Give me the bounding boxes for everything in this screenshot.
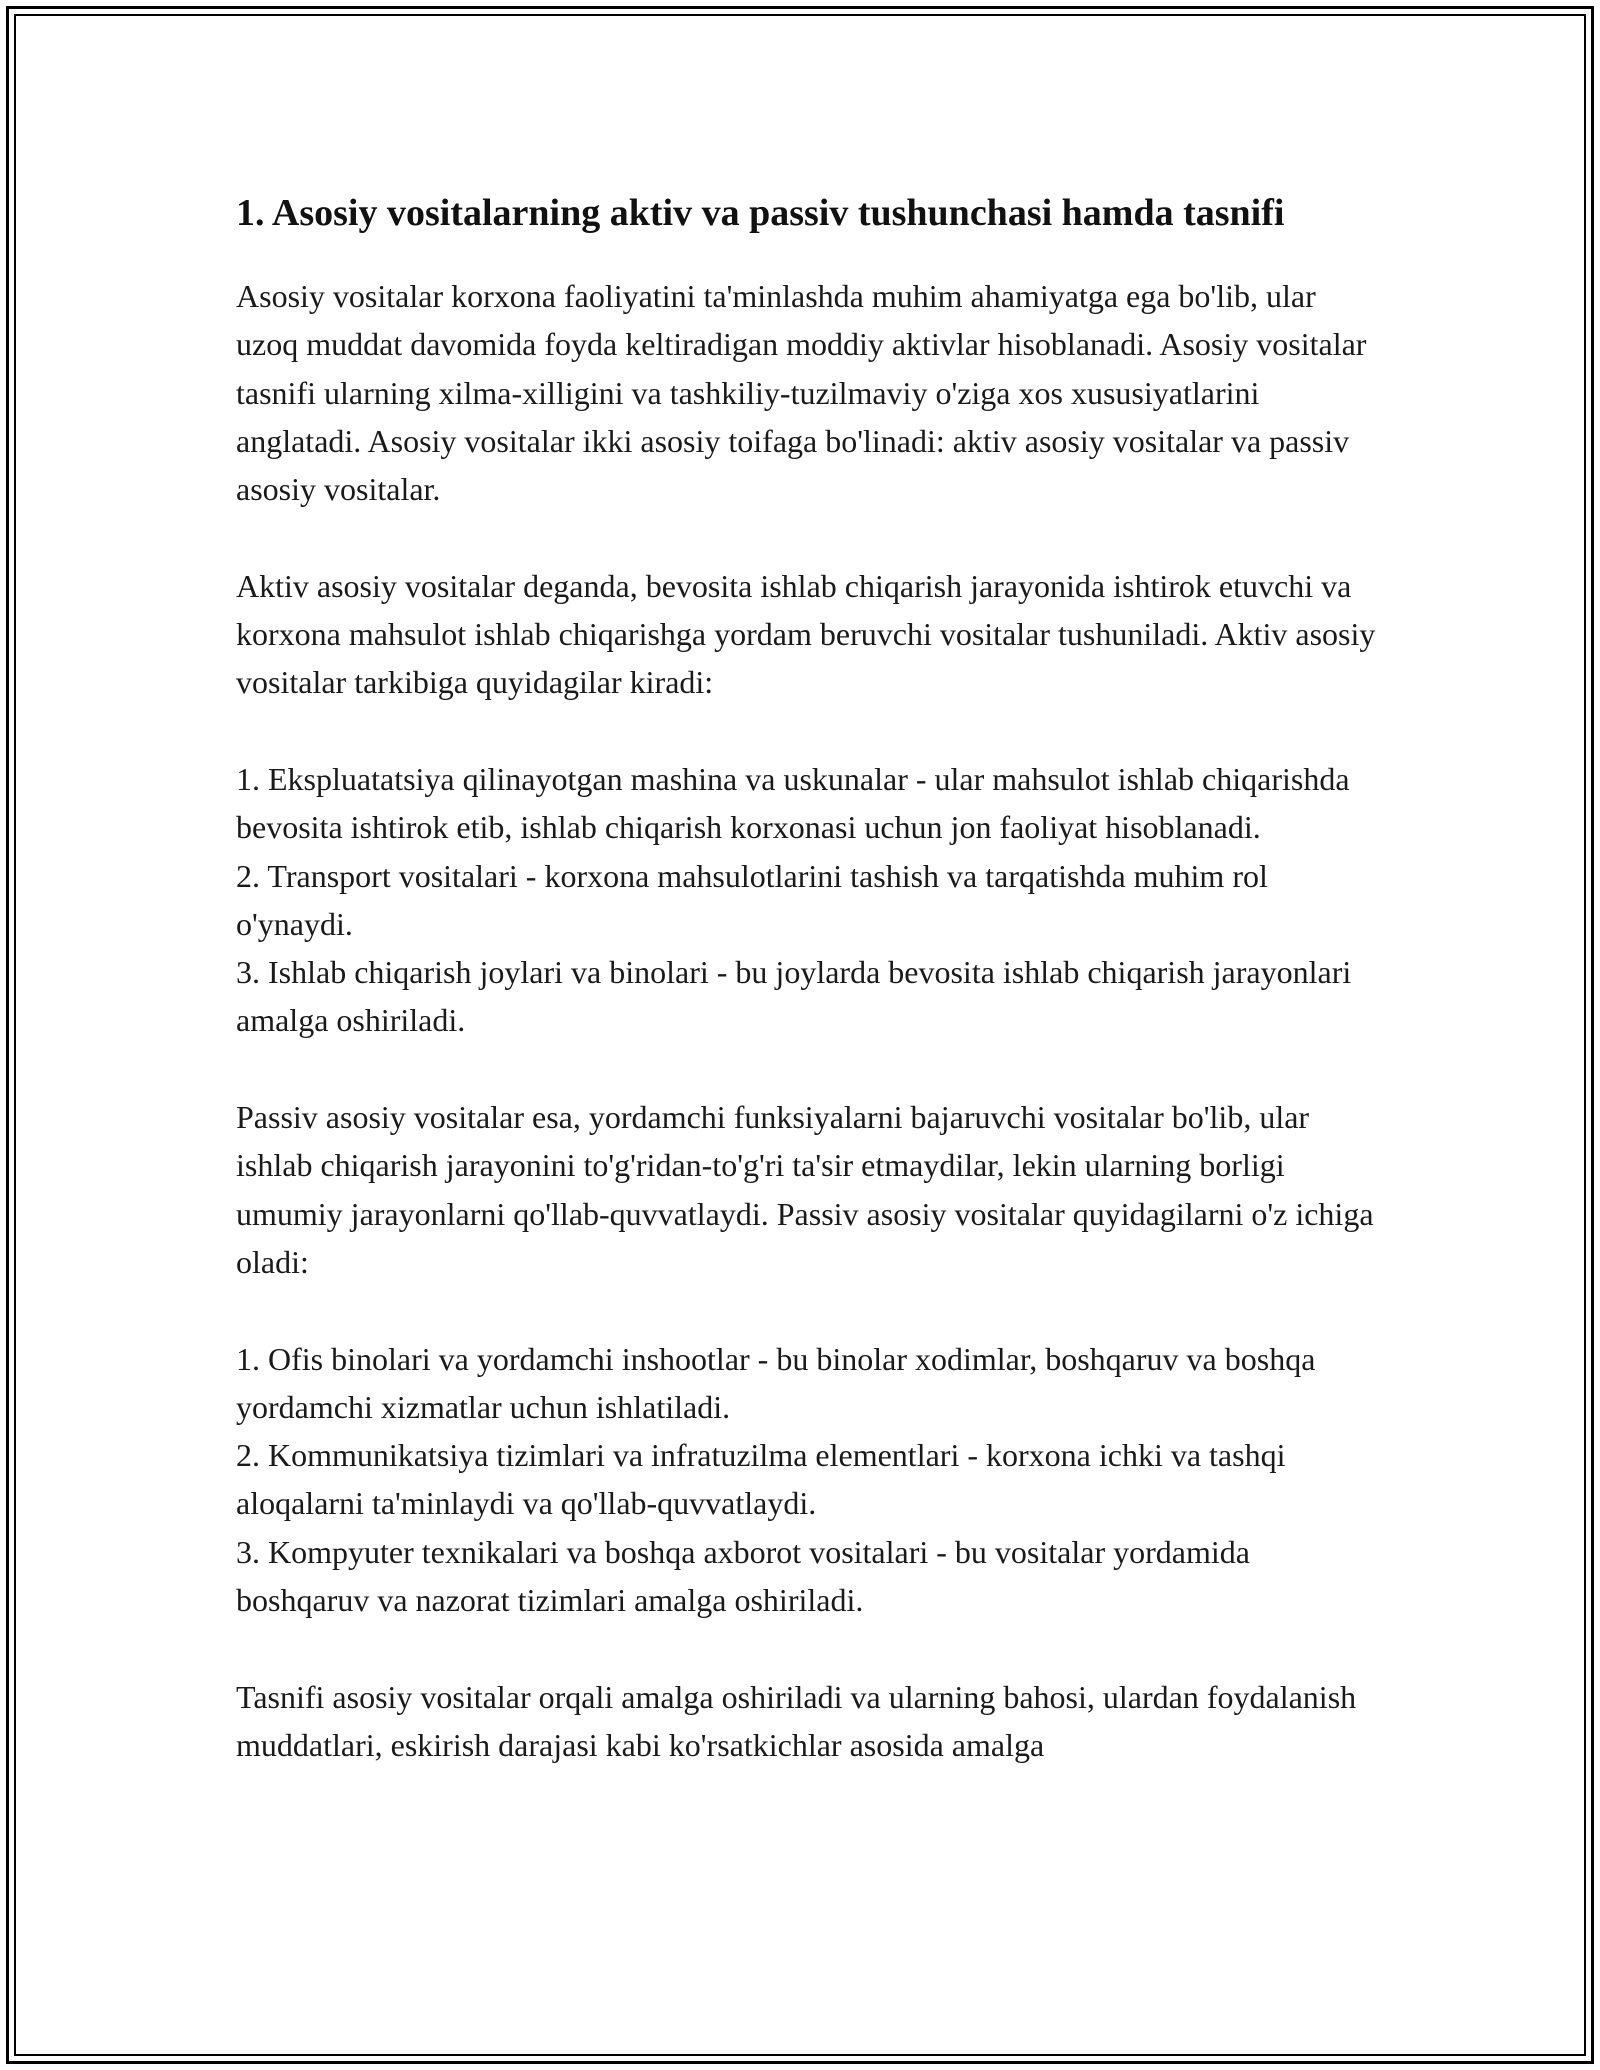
passive-list-item: 1. Ofis binolari va yordamchi inshootlar - bu binolar xodimlar, boshqaruv va boshqa yordamchi xizmatlar uchun ishlatiladi. [236,1340,1316,1425]
closing-paragraph: Tasnifi asosiy vositalar orqali amalga oshiriladi va ularning bahosi, ulardan foydalanish muddatlari, eskirish darajasi kabi ko'rsatkichlar asosida amalga [236,1678,1357,1763]
active-list-item: 3. Ishlab chiqarish joylari va binolari - bu joylarda bevosita ishlab chiqarish jarayonlari amalga oshiriladi. [236,954,1352,1039]
intro-paragraph: Asosiy vositalar korxona faoliyatini ta'minlashda muhim ahamiyatga ega bo'lib, ular uzoq muddat davomida foyda keltiradigan moddiy aktivlar hisoblanadi. Asosiy vositalar tasnifi ularning xilma-xilligini va tashkiliy-tuzilmaviy o'ziga xos xususiyatlarini anglatadi. Asosiy vositalar ikki asosiy toifaga bo'linadi: aktiv asosiy vositalar va passiv asosiy vositalar. [236,278,1367,508]
paragraph-spacer [236,707,1376,755]
active-intro-paragraph: Aktiv asosiy vositalar deganda, bevosita ishlab chiqarish jarayonida ishtirok etuvchi va korxona mahsulot ishlab chiqarishga yordam beruvchi vositalar tushuniladi. Aktiv asosiy vositalar tarkibiga quyidagilar kiradi: [236,567,1376,701]
document-title: 1. Asosiy vositalarning aktiv va passiv tushunchasi hamda tasnifi [236,192,1285,234]
paragraph-spacer [236,1286,1376,1334]
paragraph-spacer [236,513,1376,561]
active-list-item: 2. Transport vositalari - korxona mahsulotlarini tashish va tarqatishda muhim rol o'ynaydi. [236,857,1268,942]
passive-intro-paragraph: Passiv asosiy vositalar esa, yordamchi funksiyalarni bajaruvchi vositalar bo'lib, ular ishlab chiqarish jarayonini to'g'ridan-to'g'ri ta'sir etmaydilar, lekin ularning borligi umumiy jarayonlarni qo'llab-quvvatlaydi. Passiv asosiy vositalar quyidagilarni o'z ichiga oladi: [236,1099,1374,1280]
passive-list-item: 2. Kommunikatsiya tizimlari va infratuzilma elementlari - korxona ichki va tashqi aloqalarni ta'minlaydi va qo'llab-quvvatlaydi. [236,1437,1286,1522]
paragraph-spacer [236,1045,1376,1093]
paragraph-spacer [236,1624,1376,1672]
document-body [236,186,1376,1769]
active-list-item: 1. Ekspluatatsiya qilinayotgan mashina va uskunalar - ular mahsulot ishlab chiqarishda bevosita ishtirok etib, ishlab chiqarish korxonasi uchun jon faoliyat hisoblanadi. [236,760,1350,846]
passive-list-item: 3. Kompyuter texnikalari va boshqa axborot vositalari - bu vositalar yordamida boshqaruv va nazorat tizimlari amalga oshiriladi. [236,1533,1250,1619]
